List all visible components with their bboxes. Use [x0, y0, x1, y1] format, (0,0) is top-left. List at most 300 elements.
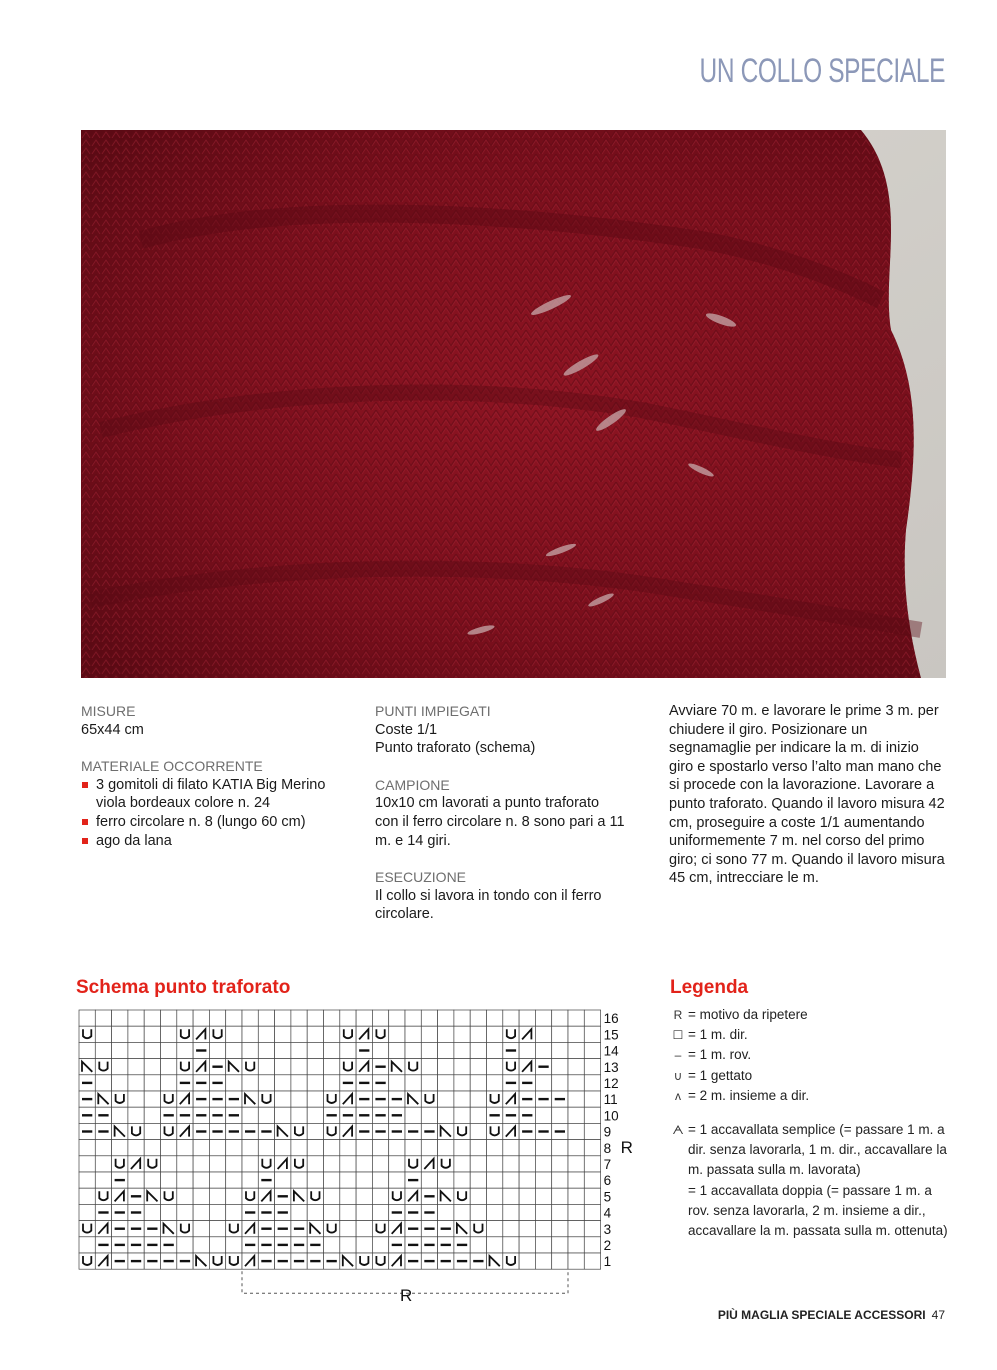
chart-cell — [242, 1026, 258, 1042]
row-label: 5 — [603, 1189, 612, 1205]
chart-cell — [470, 1140, 486, 1156]
chart-cell — [519, 1042, 535, 1058]
chart-cell — [552, 1188, 568, 1204]
chart-cell — [470, 1172, 486, 1188]
chart-cell — [405, 1140, 421, 1156]
chart-cell — [584, 1059, 600, 1075]
chart-cell — [438, 1107, 454, 1123]
chart-cell — [552, 1026, 568, 1042]
chart-cell — [389, 1042, 405, 1058]
chart-cell — [242, 1172, 258, 1188]
chart-cell — [421, 1010, 437, 1026]
chart-cell — [79, 1010, 95, 1026]
chart-cell — [79, 1156, 95, 1172]
chart-cell — [307, 1123, 323, 1139]
chart-cell — [568, 1156, 584, 1172]
chart-cell — [487, 1221, 503, 1237]
chart-cell — [421, 1026, 437, 1042]
chart-cell — [535, 1140, 551, 1156]
chart-cell — [209, 1042, 225, 1058]
chart-cell — [177, 1059, 193, 1075]
chart-cell — [307, 1059, 323, 1075]
chart-cell — [291, 1042, 307, 1058]
chart-cell — [568, 1221, 584, 1237]
chart-cell — [568, 1107, 584, 1123]
chart-cell — [568, 1091, 584, 1107]
row-label: 6 — [603, 1173, 612, 1189]
chart-cell — [177, 1010, 193, 1026]
legend-text: = 2 m. insieme a dir. — [688, 1087, 810, 1103]
chart-cell — [519, 1204, 535, 1220]
chart-cell — [307, 1026, 323, 1042]
chart-cell — [372, 1042, 388, 1058]
row-label: 1 — [603, 1254, 612, 1270]
chart-cell — [584, 1204, 600, 1220]
chart-cell — [144, 1156, 160, 1172]
chart-cell — [438, 1042, 454, 1058]
chart-cell — [307, 1107, 323, 1123]
chart-cell — [372, 1172, 388, 1188]
chart-cell — [356, 1010, 372, 1026]
chart-cell — [568, 1059, 584, 1075]
chart-grid — [79, 1010, 601, 1269]
repeat-row-marker: R — [620, 1137, 633, 1157]
chart-cell — [389, 1156, 405, 1172]
chart-cell — [79, 1140, 95, 1156]
chart-cell — [291, 1204, 307, 1220]
chart-cell — [372, 1010, 388, 1026]
chart-cell — [95, 1075, 111, 1091]
misure-heading: MISURE — [81, 703, 136, 719]
list-item: 3 gomitoli di filato KATIA Big Merino viola bordeaux colore n. 24 — [81, 776, 356, 813]
chart-cell — [112, 1140, 128, 1156]
chart-cell — [454, 1188, 470, 1204]
chart-cell — [258, 1107, 274, 1123]
chart-cell — [340, 1188, 356, 1204]
chart-cell — [438, 1026, 454, 1042]
row-label: 11 — [603, 1092, 618, 1108]
chart-cell — [291, 1107, 307, 1123]
chart-cell — [291, 1172, 307, 1188]
chart-cell — [95, 1188, 111, 1204]
chart-cell — [193, 1140, 209, 1156]
chart-cell — [161, 1091, 177, 1107]
chart-cell — [438, 1091, 454, 1107]
chart-cell — [144, 1059, 160, 1075]
chart-cell — [242, 1075, 258, 1091]
chart-cell — [226, 1237, 242, 1253]
chart-cell — [535, 1075, 551, 1091]
chart-cell — [193, 1204, 209, 1220]
chart-cell — [275, 1107, 291, 1123]
chart-cell — [177, 1042, 193, 1058]
chart-cell — [519, 1172, 535, 1188]
chart-cell — [340, 1010, 356, 1026]
chart-cell — [307, 1140, 323, 1156]
chart-cell — [438, 1204, 454, 1220]
chart-cell — [470, 1042, 486, 1058]
chart-cell — [552, 1075, 568, 1091]
chart-cell — [503, 1188, 519, 1204]
chart-cell — [584, 1156, 600, 1172]
chart-cell — [242, 1156, 258, 1172]
chart-cell — [552, 1253, 568, 1269]
chart-cell — [519, 1010, 535, 1026]
chart-cell — [340, 1237, 356, 1253]
chart-cell — [161, 1172, 177, 1188]
chart-cell — [112, 1042, 128, 1058]
chart-cell — [421, 1091, 437, 1107]
chart-cell — [177, 1026, 193, 1042]
chart-cell — [535, 1253, 551, 1269]
chart-cell — [535, 1172, 551, 1188]
chart-cell — [258, 1156, 274, 1172]
chart-cell — [372, 1221, 388, 1237]
row-label: 2 — [603, 1238, 612, 1253]
chart-cell — [470, 1221, 486, 1237]
chart-cell — [226, 1075, 242, 1091]
chart-cell — [209, 1204, 225, 1220]
chart-cell — [487, 1123, 503, 1139]
chart-cell — [454, 1010, 470, 1026]
punti-item: Coste 1/1 — [375, 721, 438, 738]
chart-cell — [324, 1204, 340, 1220]
chart-cell — [209, 1026, 225, 1042]
chart-cell — [568, 1042, 584, 1058]
chart-cell — [226, 1253, 242, 1269]
chart-cell — [372, 1237, 388, 1253]
chart-cell — [372, 1156, 388, 1172]
chart-cell — [242, 1010, 258, 1026]
chart-cell — [454, 1075, 470, 1091]
legend-text: = 1 m. dir. — [688, 1027, 748, 1043]
chart-cell — [535, 1026, 551, 1042]
chart-cell — [226, 1221, 242, 1237]
chart-cell — [209, 1221, 225, 1237]
punti-heading: PUNTI IMPIEGATI — [375, 703, 491, 719]
chart-cell — [470, 1156, 486, 1172]
chart-cell — [291, 1091, 307, 1107]
chart-cell — [503, 1237, 519, 1253]
chart-cell — [307, 1042, 323, 1058]
chart-cell — [405, 1026, 421, 1042]
page-number: 47 — [931, 1308, 945, 1322]
row-label: 12 — [603, 1076, 619, 1091]
chart-cell — [324, 1221, 340, 1237]
chart-cell — [161, 1059, 177, 1075]
legenda — [668, 1005, 953, 1241]
chart-cell — [340, 1059, 356, 1075]
chart-cell — [258, 1059, 274, 1075]
chart-cell — [421, 1075, 437, 1091]
chart-cell — [112, 1010, 128, 1026]
chart-cell — [79, 1204, 95, 1220]
chart-cell — [535, 1188, 551, 1204]
legend-symbol: ∪ — [673, 1068, 683, 1083]
chart-cell — [95, 1010, 111, 1026]
chart-cell — [307, 1075, 323, 1091]
chart-cell — [128, 1010, 144, 1026]
chart-cell — [258, 1042, 274, 1058]
chart-cell — [161, 1123, 177, 1139]
chart-cell — [161, 1075, 177, 1091]
chart-cell — [209, 1156, 225, 1172]
chart-cell — [584, 1253, 600, 1269]
chart-cell — [209, 1188, 225, 1204]
chart-cell — [487, 1042, 503, 1058]
chart-cell — [226, 1172, 242, 1188]
chart-cell — [144, 1026, 160, 1042]
chart-cell — [226, 1010, 242, 1026]
legend-text: = 1 m. rov. — [688, 1047, 752, 1063]
list-item: ago da lana — [81, 832, 356, 851]
row-label: 16 — [603, 1011, 619, 1027]
chart-cell — [340, 1204, 356, 1220]
column-istruzioni — [669, 702, 947, 888]
chart-cell — [177, 1237, 193, 1253]
chart-cell — [144, 1123, 160, 1139]
chart-cell — [340, 1140, 356, 1156]
chart-cell — [503, 1172, 519, 1188]
chart-cell — [193, 1237, 209, 1253]
legend-text: = 1 accavallata semplice (= passare 1 m. a dir. senza lavorarla, 1 m. dir., accavallare la m. passata sulla m. lavorata) — [688, 1122, 947, 1178]
chart-cell — [144, 1204, 160, 1220]
chart-cell — [112, 1156, 128, 1172]
chart-cell — [503, 1010, 519, 1026]
chart-cell — [356, 1188, 372, 1204]
chart-cell — [324, 1123, 340, 1139]
chart-cell — [584, 1172, 600, 1188]
schema-title: Schema punto traforato — [76, 977, 291, 998]
chart-cell — [258, 1091, 274, 1107]
chart-cell — [275, 1010, 291, 1026]
chart-cell — [503, 1059, 519, 1075]
chart-cell — [470, 1091, 486, 1107]
chart-cell — [405, 1010, 421, 1026]
chart-cell — [568, 1026, 584, 1042]
chart-cell — [454, 1107, 470, 1123]
chart-cell — [356, 1156, 372, 1172]
chart-cell — [372, 1204, 388, 1220]
chart-cell — [307, 1204, 323, 1220]
chart-cell — [552, 1140, 568, 1156]
chart-cell — [226, 1156, 242, 1172]
chart-cell — [552, 1204, 568, 1220]
legend-text: = motivo da ripetere — [688, 1007, 808, 1022]
chart-cell — [389, 1188, 405, 1204]
chart-cell — [177, 1188, 193, 1204]
knit-image — [81, 130, 946, 678]
chart-cell — [356, 1221, 372, 1237]
chart-cell — [275, 1042, 291, 1058]
chart-cell — [487, 1204, 503, 1220]
chart-cell — [454, 1172, 470, 1188]
chart-cell — [405, 1075, 421, 1091]
chart-cell — [128, 1026, 144, 1042]
chart-cell — [144, 1140, 160, 1156]
chart-cell — [372, 1188, 388, 1204]
chart-cell — [79, 1026, 95, 1042]
chart-cell — [519, 1188, 535, 1204]
chart-cell — [291, 1010, 307, 1026]
chart-cell — [552, 1156, 568, 1172]
row-label: 10 — [603, 1108, 619, 1124]
chart-cell — [503, 1140, 519, 1156]
chart-cell — [161, 1188, 177, 1204]
chart-cell — [95, 1140, 111, 1156]
esecuzione-text: Il collo si lavora in tondo con il ferro circolare. — [375, 887, 602, 923]
chart-cell — [356, 1172, 372, 1188]
chart-cell — [503, 1156, 519, 1172]
legend-symbol: ʌ — [675, 1088, 681, 1103]
chart-cell — [454, 1140, 470, 1156]
legend-item — [668, 1066, 953, 1086]
chart-cell — [307, 1188, 323, 1204]
chart-cell — [128, 1042, 144, 1058]
chart-cell — [454, 1026, 470, 1042]
chart-cell — [405, 1059, 421, 1075]
chart-cell — [79, 1188, 95, 1204]
chart-cell — [454, 1091, 470, 1107]
legend-item — [668, 1181, 953, 1242]
chart-cell — [209, 1237, 225, 1253]
chart-cell — [291, 1075, 307, 1091]
chart-cell — [389, 1172, 405, 1188]
chart-cell — [487, 1172, 503, 1188]
chart-cell — [552, 1059, 568, 1075]
chart-cell — [161, 1204, 177, 1220]
chart-cell — [79, 1237, 95, 1253]
chart-cell — [307, 1010, 323, 1026]
chart-cell — [324, 1091, 340, 1107]
chart-cell — [193, 1188, 209, 1204]
chart-cell — [275, 1172, 291, 1188]
chart-cell — [487, 1188, 503, 1204]
chart-cell — [144, 1172, 160, 1188]
chart-cell — [584, 1010, 600, 1026]
chart-cell — [552, 1237, 568, 1253]
chart-cell — [324, 1010, 340, 1026]
chart-cell — [552, 1172, 568, 1188]
chart-cell — [226, 1188, 242, 1204]
chart-cell — [470, 1237, 486, 1253]
repeat-col-marker: R — [400, 1286, 413, 1306]
chart-cell — [470, 1075, 486, 1091]
chart-cell — [503, 1253, 519, 1269]
chart-cell — [275, 1140, 291, 1156]
chart-cell — [487, 1140, 503, 1156]
chart-cell — [291, 1026, 307, 1042]
chart-cell — [438, 1140, 454, 1156]
chart-cell — [503, 1026, 519, 1042]
chart-row-labels — [604, 1011, 620, 1269]
chart-cell — [389, 1075, 405, 1091]
chart-cell — [95, 1042, 111, 1058]
chart-cell — [177, 1140, 193, 1156]
chart-cell — [128, 1140, 144, 1156]
legend-item — [668, 1120, 953, 1181]
chart-cell — [568, 1237, 584, 1253]
chart-cell — [128, 1172, 144, 1188]
chart-cell — [144, 1010, 160, 1026]
chart-cell — [535, 1107, 551, 1123]
chart-cell — [454, 1059, 470, 1075]
chart-cell — [324, 1140, 340, 1156]
chart-cell — [177, 1156, 193, 1172]
chart-cell — [128, 1059, 144, 1075]
chart-cell — [226, 1026, 242, 1042]
istruzioni-text: Avviare 70 m. e lavorare le prime 3 m. per chiudere il giro. Posizionare un segnamaglie per indicare la m. di inizio giro e spostarlo verso l’alto man mano che si procede con la lavorazione. Lavorare a punto traforato. Quando il lavoro misura 42 cm, proseguire a coste 1/1 aumentando uniformemente 7 m. nel corso del primo giro; ci sono 77 m. Quando il lavoro misura 45 cm, intrecciare le m. — [669, 703, 945, 887]
chart-cell — [584, 1042, 600, 1058]
chart-cell — [454, 1204, 470, 1220]
chart-cell — [568, 1253, 584, 1269]
chart-cell — [552, 1221, 568, 1237]
row-label: 14 — [603, 1043, 619, 1059]
column-misure — [81, 702, 356, 850]
chart-cell — [193, 1156, 209, 1172]
legend-text: = 1 accavallata doppia (= passare 1 m. a rov. senza lavorarla, 2 m. insieme a dir., accavallare la m. passata sulla m. ottenuta) — [688, 1182, 948, 1239]
chart-cell — [584, 1188, 600, 1204]
chart-cell — [421, 1107, 437, 1123]
chart-cell — [291, 1059, 307, 1075]
chart-cell — [258, 1075, 274, 1091]
legend-symbol: ᗅ — [672, 1123, 684, 1138]
chart-cell — [438, 1010, 454, 1026]
chart-cell — [519, 1156, 535, 1172]
chart-cell — [177, 1221, 193, 1237]
chart-cell — [503, 1204, 519, 1220]
chart-cell — [226, 1042, 242, 1058]
chart-cell — [356, 1140, 372, 1156]
chart-cell — [470, 1123, 486, 1139]
chart-cell — [340, 1221, 356, 1237]
chart-cell — [258, 1026, 274, 1042]
chart-cell — [568, 1010, 584, 1026]
chart-cell — [421, 1140, 437, 1156]
chart-cell — [128, 1075, 144, 1091]
chart-cell — [584, 1123, 600, 1139]
chart-cell — [568, 1204, 584, 1220]
chart-cell — [405, 1107, 421, 1123]
chart-cell — [79, 1221, 95, 1237]
chart-cell — [226, 1204, 242, 1220]
chart-cell — [487, 1075, 503, 1091]
chart-cell — [324, 1172, 340, 1188]
chart-cell — [307, 1172, 323, 1188]
chart-cell — [275, 1059, 291, 1075]
chart-cell — [128, 1091, 144, 1107]
punti-item: Punto traforato (schema) — [375, 740, 536, 757]
chart-cell — [535, 1221, 551, 1237]
row-label: 8 — [603, 1140, 612, 1156]
legend-symbol: R — [673, 1008, 683, 1022]
chart-cell — [340, 1156, 356, 1172]
chart-cell — [584, 1026, 600, 1042]
chart-cell — [242, 1188, 258, 1204]
chart-cell — [144, 1107, 160, 1123]
chart-cell — [307, 1091, 323, 1107]
chart-cell — [95, 1026, 111, 1042]
chart-cell — [324, 1188, 340, 1204]
list-item: ferro circolare n. 8 (lungo 60 cm) — [81, 813, 356, 832]
chart-cell — [356, 1237, 372, 1253]
materiale-list — [81, 776, 356, 850]
chart-cell — [421, 1059, 437, 1075]
legend-item — [668, 1005, 953, 1025]
chart-cell — [487, 1059, 503, 1075]
chart-cell — [356, 1204, 372, 1220]
esecuzione-heading: ESECUZIONE — [375, 869, 467, 886]
